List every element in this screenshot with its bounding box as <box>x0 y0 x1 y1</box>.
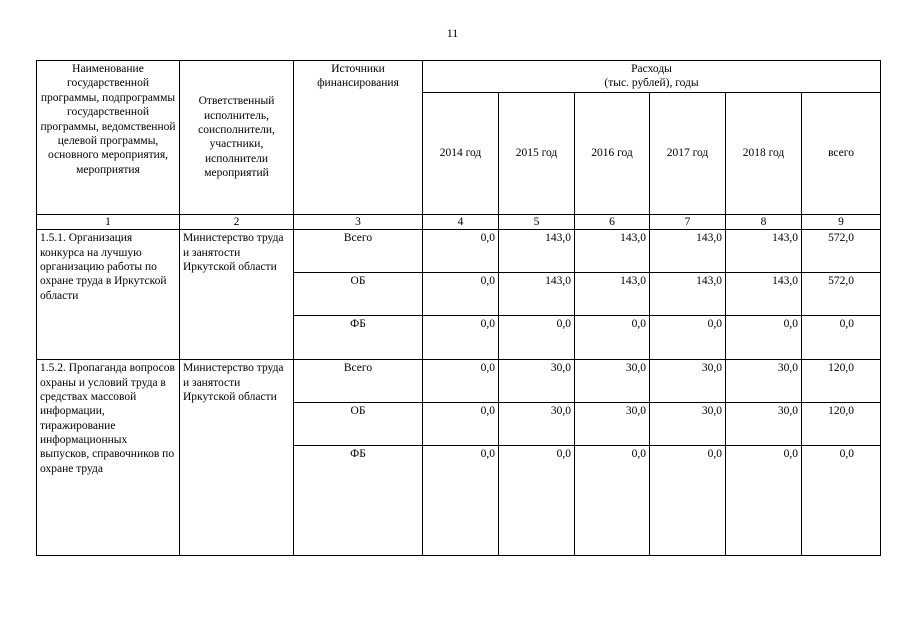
activity-name: 1.5.2. Пропаганда вопросов охраны и условий труда в средствах массовой информации, тиражирование информационных выпусков, справочников по охране труда <box>37 360 180 556</box>
value-cell: 0,0 <box>423 403 499 446</box>
value-cell: 30,0 <box>499 360 575 403</box>
value-total-cell: 120,0 <box>802 360 881 403</box>
header-year-2014: 2014 год <box>423 92 499 214</box>
funding-source: ОБ <box>294 273 423 316</box>
value-cell: 30,0 <box>650 360 726 403</box>
value-cell: 0,0 <box>575 446 650 556</box>
column-number: 4 <box>423 214 499 229</box>
value-cell: 30,0 <box>726 403 802 446</box>
value-cell: 30,0 <box>726 360 802 403</box>
value-total-cell: 572,0 <box>802 273 881 316</box>
value-cell: 30,0 <box>499 403 575 446</box>
page-number: 11 <box>446 26 459 40</box>
value-cell: 30,0 <box>650 403 726 446</box>
value-cell: 143,0 <box>575 230 650 273</box>
table-row <box>37 360 881 403</box>
value-cell: 0,0 <box>423 273 499 316</box>
value-cell: 30,0 <box>575 360 650 403</box>
column-number: 1 <box>37 214 180 229</box>
table-row <box>37 230 881 273</box>
funding-source: ОБ <box>294 403 423 446</box>
header-year-2016: 2016 год <box>575 92 650 214</box>
budget-table <box>36 60 881 556</box>
value-cell: 0,0 <box>499 316 575 360</box>
header-total: всего <box>802 92 881 214</box>
column-number: 3 <box>294 214 423 229</box>
value-total-cell: 120,0 <box>802 403 881 446</box>
column-number: 7 <box>650 214 726 229</box>
column-number: 5 <box>499 214 575 229</box>
value-cell: 143,0 <box>726 273 802 316</box>
value-total-cell: 572,0 <box>802 230 881 273</box>
value-cell: 0,0 <box>575 316 650 360</box>
value-cell: 143,0 <box>499 230 575 273</box>
header-executor: Ответственный исполнитель, соисполнители, участники, исполнители мероприятий <box>180 61 294 215</box>
column-number: 2 <box>180 214 294 229</box>
value-total-cell: 0,0 <box>802 316 881 360</box>
header-expenses <box>423 61 881 93</box>
header-year-2015: 2015 год <box>499 92 575 214</box>
funding-source: ФБ <box>294 316 423 360</box>
value-cell: 0,0 <box>650 316 726 360</box>
value-cell: 0,0 <box>423 360 499 403</box>
value-cell: 0,0 <box>726 316 802 360</box>
funding-source: Всего <box>294 230 423 273</box>
value-cell: 143,0 <box>499 273 575 316</box>
value-cell: 30,0 <box>575 403 650 446</box>
value-cell: 0,0 <box>423 230 499 273</box>
header-expenses-title: Расходы <box>631 63 672 75</box>
column-number: 9 <box>802 214 881 229</box>
value-cell: 0,0 <box>499 446 575 556</box>
header-expenses-unit: (тыс. рублей), годы <box>604 77 699 90</box>
value-cell: 0,0 <box>423 446 499 556</box>
value-cell: 0,0 <box>726 446 802 556</box>
value-cell: 143,0 <box>650 230 726 273</box>
value-cell: 143,0 <box>575 273 650 316</box>
value-cell: 143,0 <box>650 273 726 316</box>
value-cell: 0,0 <box>423 316 499 360</box>
value-total-cell: 0,0 <box>802 446 881 556</box>
header-year-2017: 2017 год <box>650 92 726 214</box>
header-year-2018: 2018 год <box>726 92 802 214</box>
column-numbers-row <box>37 214 881 229</box>
column-number: 6 <box>575 214 650 229</box>
funding-source: Всего <box>294 360 423 403</box>
funding-source: ФБ <box>294 446 423 556</box>
activity-executor: Министерство труда и занятости Иркутской области <box>180 230 294 360</box>
column-number: 8 <box>726 214 802 229</box>
value-cell: 143,0 <box>726 230 802 273</box>
value-cell: 0,0 <box>650 446 726 556</box>
activity-executor: Министерство труда и занятости Иркутской области <box>180 360 294 556</box>
header-name: Наименование государственной программы, подпрограммы государственной программы, ведомственной целевой программы, основного мероприятия, мероприятия <box>37 61 180 215</box>
header-sources: Источники финансирования <box>294 61 423 215</box>
activity-name: 1.5.1. Организация конкурса на лучшую организацию работы по охране труда в Иркутской области <box>37 230 180 360</box>
